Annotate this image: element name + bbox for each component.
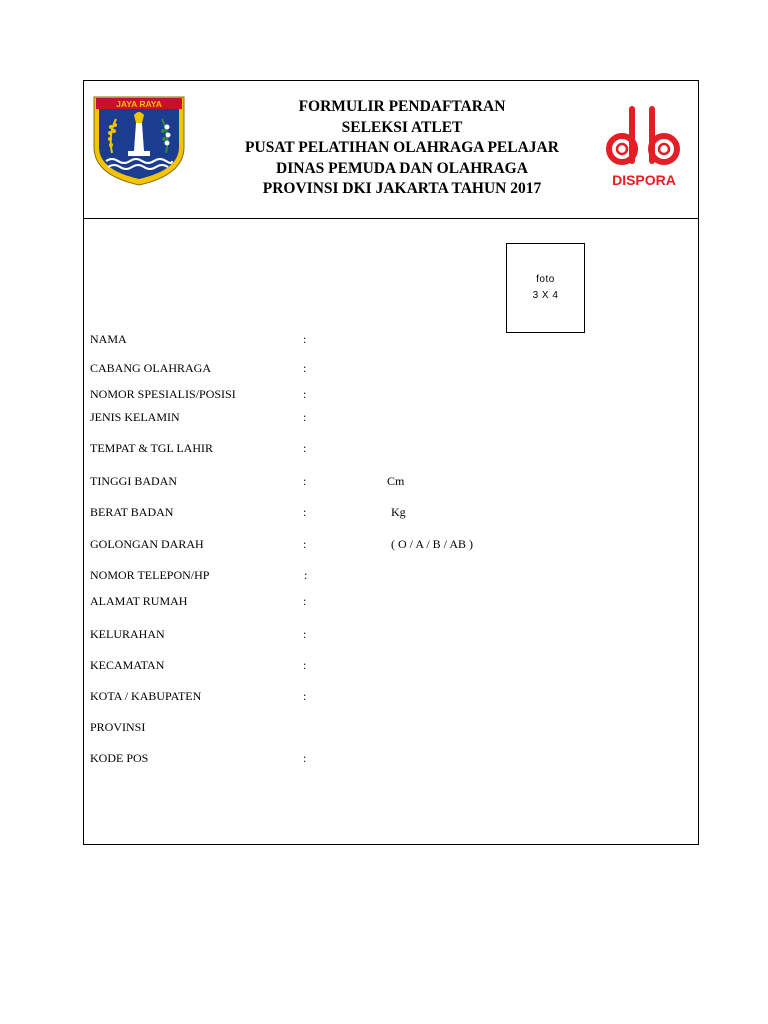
title-line: DINAS PEMUDA DAN OLAHRAGA [276,159,528,177]
field-kode-pos[interactable] [84,750,698,766]
field-colon: : [303,361,307,375]
field-label: NOMOR SPESIALIS/POSISI [90,387,236,401]
field-colon: : [303,441,307,455]
field-golongan-darah[interactable] [84,536,698,552]
field-label: KODE POS [90,751,149,765]
photo-box [506,243,585,333]
field-alamat-rumah[interactable] [84,593,698,609]
blood-type-options: ( O / A / B / AB ) [391,537,474,551]
field-label: JENIS KELAMIN [90,410,180,424]
title-line: PROVINSI DKI JAKARTA TAHUN 2017 [262,180,542,197]
title-line: FORMULIR PENDAFTARAN [298,98,506,115]
field-berat-badan[interactable] [84,504,698,520]
dispora-logo [600,105,692,191]
field-tempat-tgl-lahir[interactable] [84,440,698,456]
field-colon: : [303,689,307,703]
field-kelurahan[interactable] [84,626,698,642]
field-label: TEMPAT & TGL LAHIR [90,441,214,455]
field-label: PROVINSI [90,720,146,734]
field-nomor-telepon[interactable] [84,567,698,583]
field-colon: : [303,505,307,519]
emblem-banner: JAYA RAYA [116,99,162,109]
field-label: KOTA / KABUPATEN [90,689,202,703]
field-colon: : [303,627,307,641]
jakarta-emblem [90,95,188,187]
unit-hint: Cm [387,474,405,488]
field-colon: : [303,387,307,401]
field-colon: : [304,568,308,582]
field-colon: : [303,751,307,765]
field-label: BERAT BADAN [90,505,174,519]
field-colon: : [303,332,307,346]
field-label: TINGGI BADAN [90,474,177,488]
field-label: CABANG OLAHRAGA [90,361,212,375]
field-tinggi-badan[interactable] [84,473,698,489]
form-header [84,81,698,219]
field-label: NAMA [90,332,127,346]
field-label: GOLONGAN DARAH [90,537,204,551]
photo-label: foto [536,274,555,285]
field-label: ALAMAT RUMAH [90,594,188,608]
field-colon: : [303,537,307,551]
registration-form [83,80,699,845]
photo-size: 3 X 4 [532,290,559,301]
field-kota-kabupaten[interactable] [84,688,698,704]
field-label: NOMOR TELEPON/HP [90,568,210,582]
unit-hint: Kg [391,505,406,519]
dispora-wordmark: DISPORA [612,172,676,188]
field-nomor-spesialis[interactable] [84,386,698,402]
field-colon: : [303,594,307,608]
field-provinsi[interactable] [84,719,698,735]
field-label: KELURAHAN [90,627,165,641]
field-jenis-kelamin[interactable] [84,409,698,425]
field-nama[interactable] [84,331,698,347]
field-colon: : [303,474,307,488]
field-colon: : [303,410,307,424]
title-line: SELEKSI ATLET [341,118,463,136]
field-kecamatan[interactable] [84,657,698,673]
form-title [204,97,600,200]
field-cabang-olahraga[interactable] [84,360,698,376]
title-line: PUSAT PELATIHAN OLAHRAGA PELAJAR [245,139,559,156]
field-colon: : [303,658,307,672]
field-label: KECAMATAN [90,658,165,672]
